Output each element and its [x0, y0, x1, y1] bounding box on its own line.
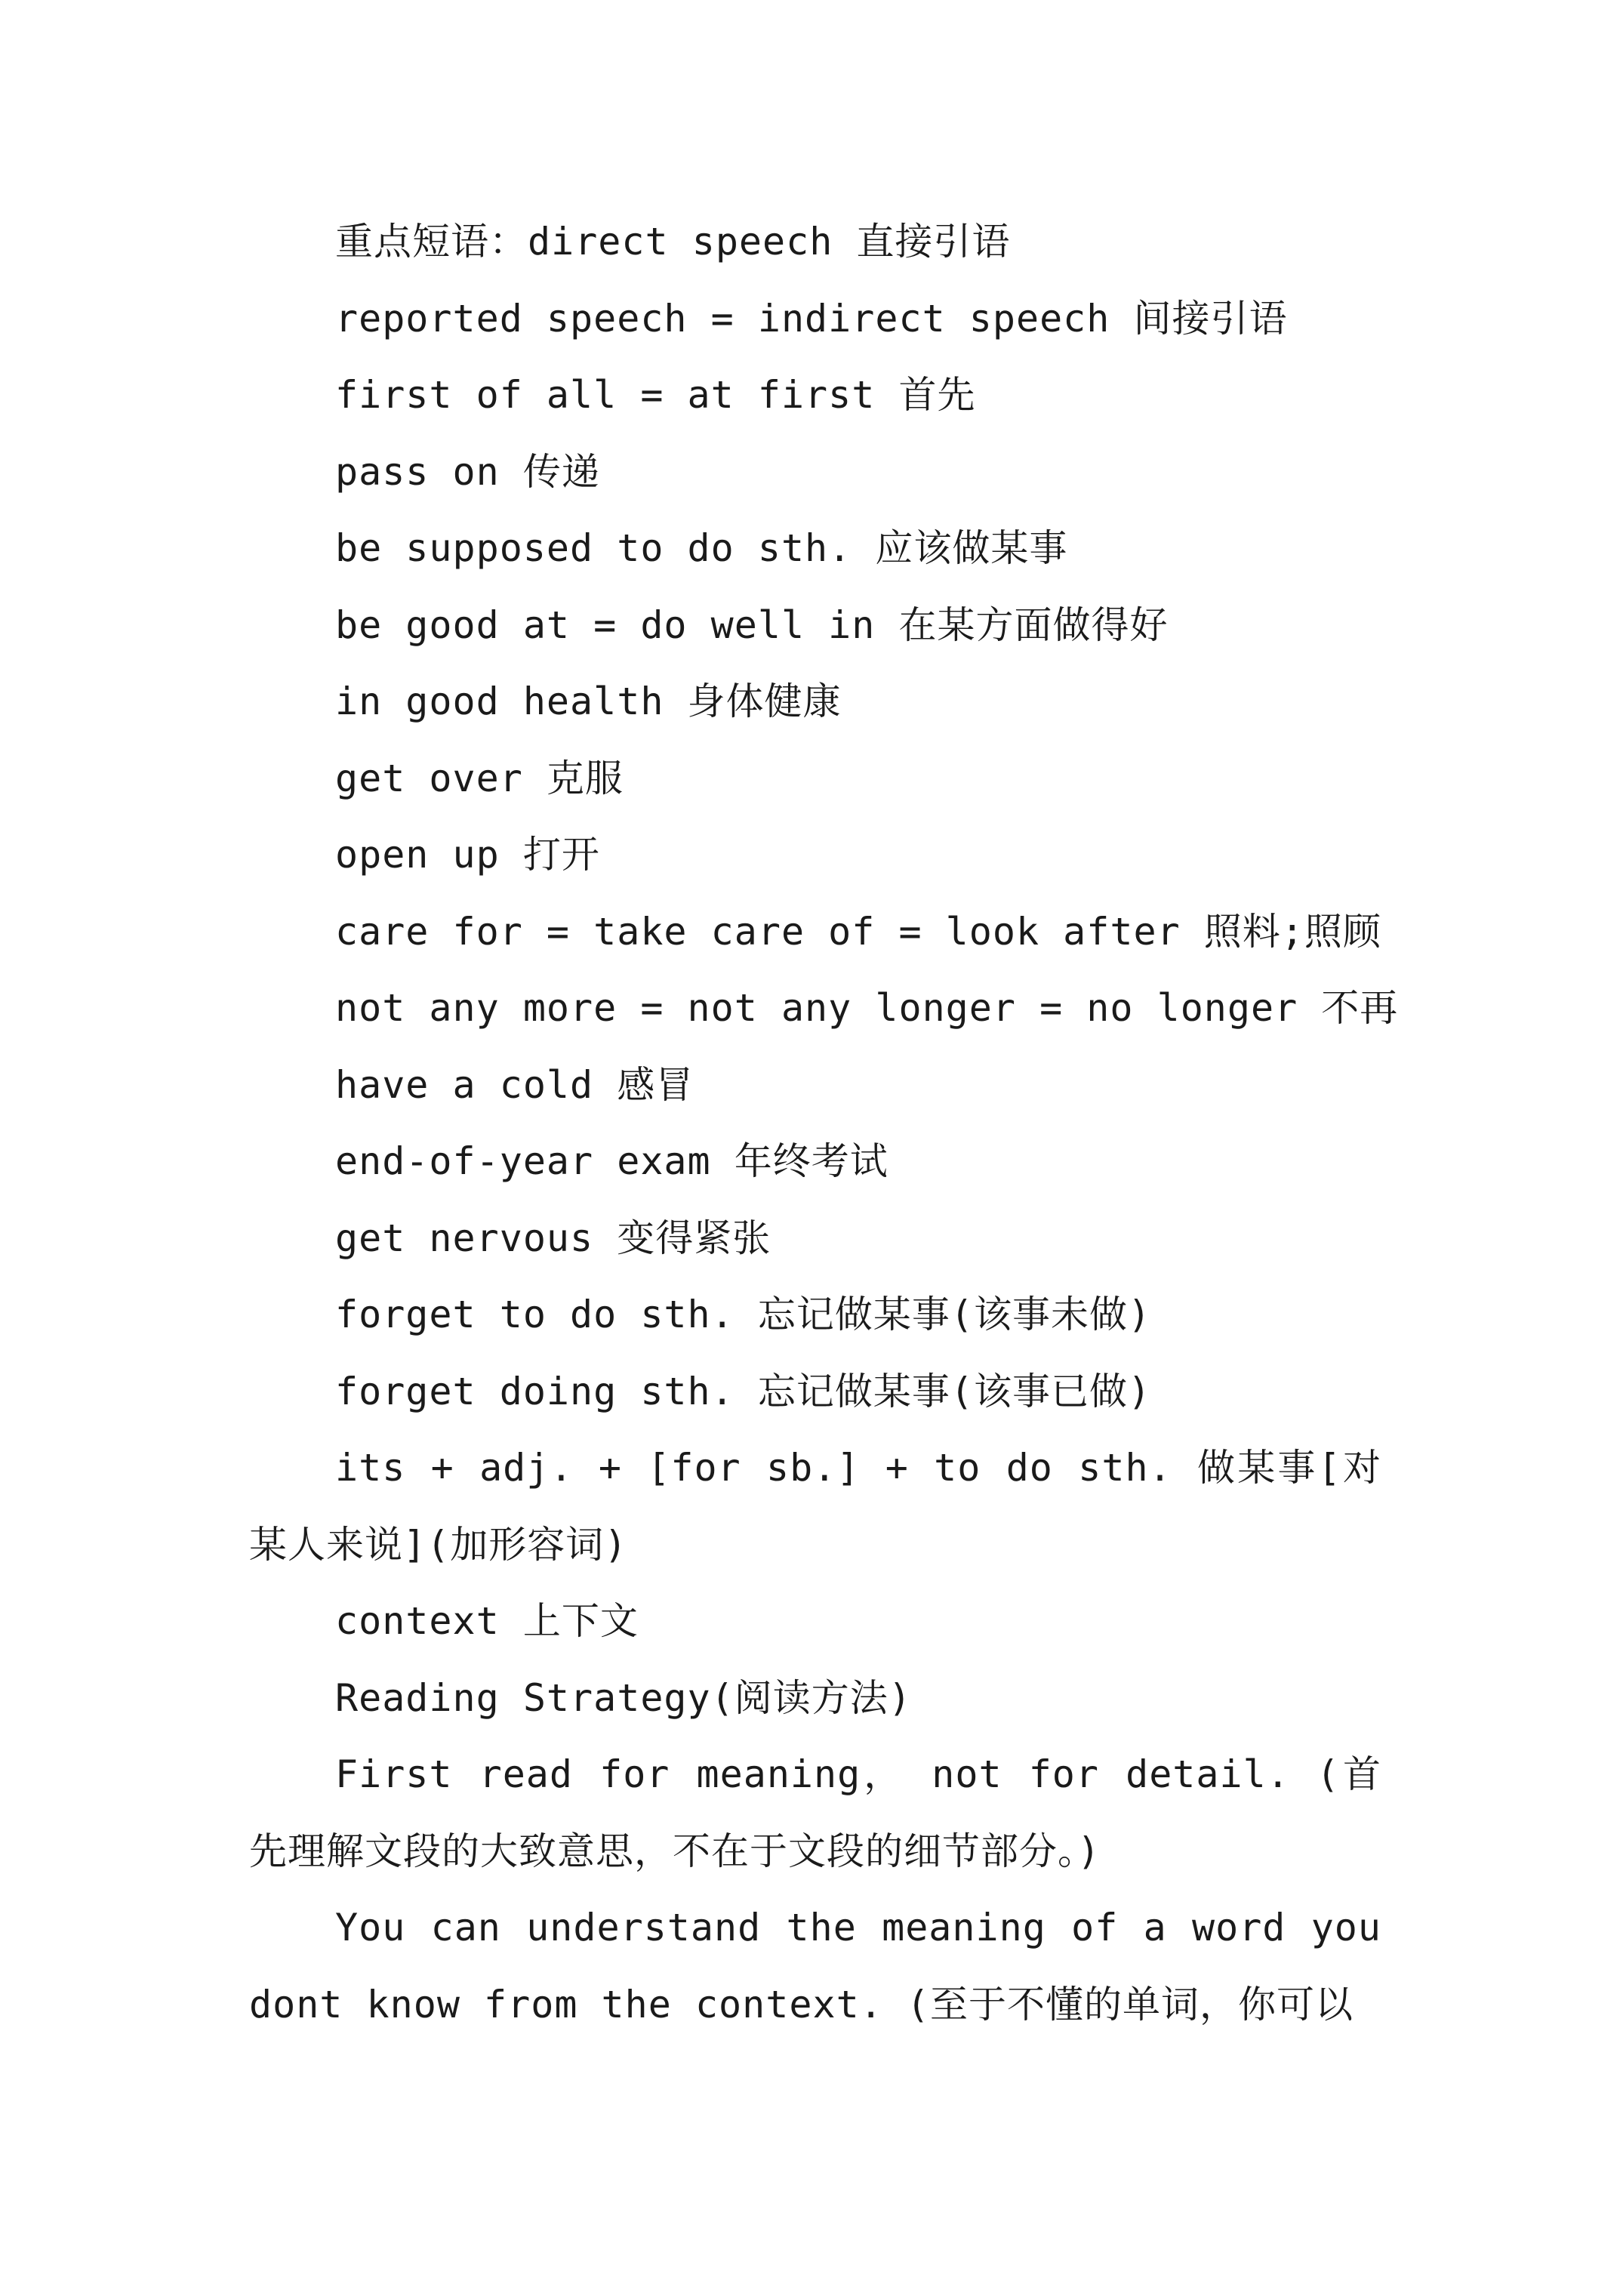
reading-strategy-heading: Reading Strategy(阅读方法): [335, 1675, 912, 1720]
phrase-line: open up 打开: [335, 833, 600, 877]
phrase-line: forget doing sth. 忘记做某事(该事已做): [335, 1369, 1152, 1413]
phrase-line: not any more = not any longer = no longer 不再: [335, 986, 1399, 1030]
phrase-line: reported speech = indirect speech 间接引语: [335, 296, 1288, 341]
phrase-line: pass on 传递: [335, 449, 600, 494]
phrase-line: 重点短语：direct speech 直接引语: [335, 220, 1011, 264]
context-line: context 上下文: [335, 1599, 639, 1643]
phrase-line: be good at = do well in 在某方面做得好: [335, 603, 1169, 647]
its-adj-paragraph: its + adj. + [for sb.] + to do sth. 做某事[对某人来说](加形容词): [249, 1446, 1381, 1567]
phrase-line: first of all = at first 首先: [335, 373, 976, 417]
phrase-line: care for = take care of = look after 照料;照顾: [335, 909, 1381, 954]
understand-paragraph: You can understand the meaning of a word you dont know from the context. (至于不懂的单词，你可以: [249, 1906, 1381, 2026]
phrase-line: get nervous 变得紧张: [335, 1216, 771, 1260]
phrase-line: be supposed to do sth. 应该做某事: [335, 526, 1068, 570]
first-read-paragraph: First read for meaning， not for detail. (首先理解文段的大致意思，不在于文段的细节部分。): [249, 1752, 1381, 1873]
phrase-line: end-of-year exam 年终考试: [335, 1139, 888, 1183]
document-body: [249, 204, 1399, 2043]
phrase-line: get over 克服: [335, 756, 624, 800]
phrase-line: in good health 身体健康: [335, 680, 842, 723]
phrase-line: have a cold 感冒: [335, 1062, 694, 1107]
phrase-line: forget to do sth. 忘记做某事(该事未做): [335, 1293, 1152, 1336]
